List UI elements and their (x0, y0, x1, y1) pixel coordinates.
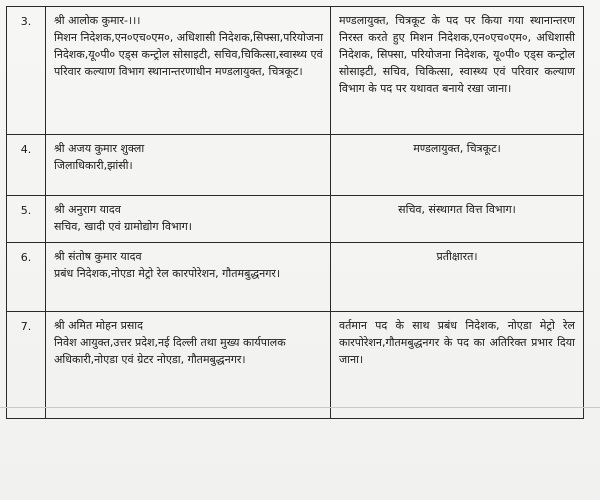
current-post: निवेश आयुक्त,उत्तर प्रदेश,नई दिल्ली तथा मुख्य कार्यपालक अधिकारी,नोएडा एवं ग्रेटर नोएडा, गौतमबुद्धनगर। (54, 336, 286, 366)
serial-number: 3. (7, 7, 46, 135)
serial-number: 7. (7, 312, 46, 419)
table-row (7, 243, 584, 312)
table-row (7, 196, 584, 243)
current-post: सचिव, खादी एवं ग्रामोद्योग विभाग। (54, 220, 192, 233)
table-row (7, 7, 584, 135)
officer-cell (46, 312, 331, 419)
officer-cell (46, 196, 331, 243)
table-row (7, 312, 584, 419)
officer-name: श्री अजय कुमार शुक्ला (54, 142, 145, 155)
current-post: जिलाधिकारी,झांसी। (54, 159, 133, 172)
serial-number: 5. (7, 196, 46, 243)
serial-number: 4. (7, 135, 46, 196)
officer-cell (46, 135, 331, 196)
officer-name: श्री अनुराग यादव (54, 203, 121, 216)
table-row (7, 135, 584, 196)
officer-cell (46, 7, 331, 135)
officer-cell (46, 243, 331, 312)
serial-number: 6. (7, 243, 46, 312)
new-posting: मण्डलायुक्त, चित्रकूट के पद पर किया गया स्थानान्तरण निरस्त करते हुए मिशन निदेशक,एन०एच०एम०, अधिशासी निदेशक, सिफ्सा, परियोजना निदेशक, यू०पी० एड्स कन्ट्रोल सोसाइटी, सचिव, चिकित्सा, स्वास्थ्य एवं परिवार कल्याण विभाग के पद पर यथावत बनाये रखा जाना। (331, 7, 584, 135)
new-posting: वर्तमान पद के साथ प्रबंध निदेशक, नोएडा मेट्रो रेल कारपोरेशन,गौतमबुद्धनगर के पद का अतिरिक्त प्रभार दिया जाना। (331, 312, 584, 419)
new-posting: सचिव, संस्थागत वित्त विभाग। (331, 196, 584, 243)
new-posting: मण्डलायुक्त, चित्रकूट। (331, 135, 584, 196)
current-post: मिशन निदेशक,एन०एच०एम०, अधिशासी निदेशक,सिफ्सा,परियोजना निदेशक,यू०पी० एड्स कन्ट्रोल सोसाइटी, सचिव,चिकित्सा,स्वास्थ्य एवं परिवार कल्याण विभाग स्थानान्तरणाधीन मण्डलायुक्त, चित्रकूट। (54, 31, 324, 78)
new-posting: प्रतीक्षारत। (331, 243, 584, 312)
page-fold-line (0, 407, 600, 408)
current-post: प्रबंध निदेशक,नोएडा मेट्रो रेल कारपोरेशन, गौतमबुद्धनगर। (54, 267, 281, 280)
officer-name: श्री संतोष कुमार यादव (54, 250, 142, 263)
officer-name: श्री अमित मोहन प्रसाद (54, 319, 143, 332)
transfer-table (6, 6, 584, 419)
officer-name: श्री आलोक कुमार-।।। (54, 14, 141, 27)
